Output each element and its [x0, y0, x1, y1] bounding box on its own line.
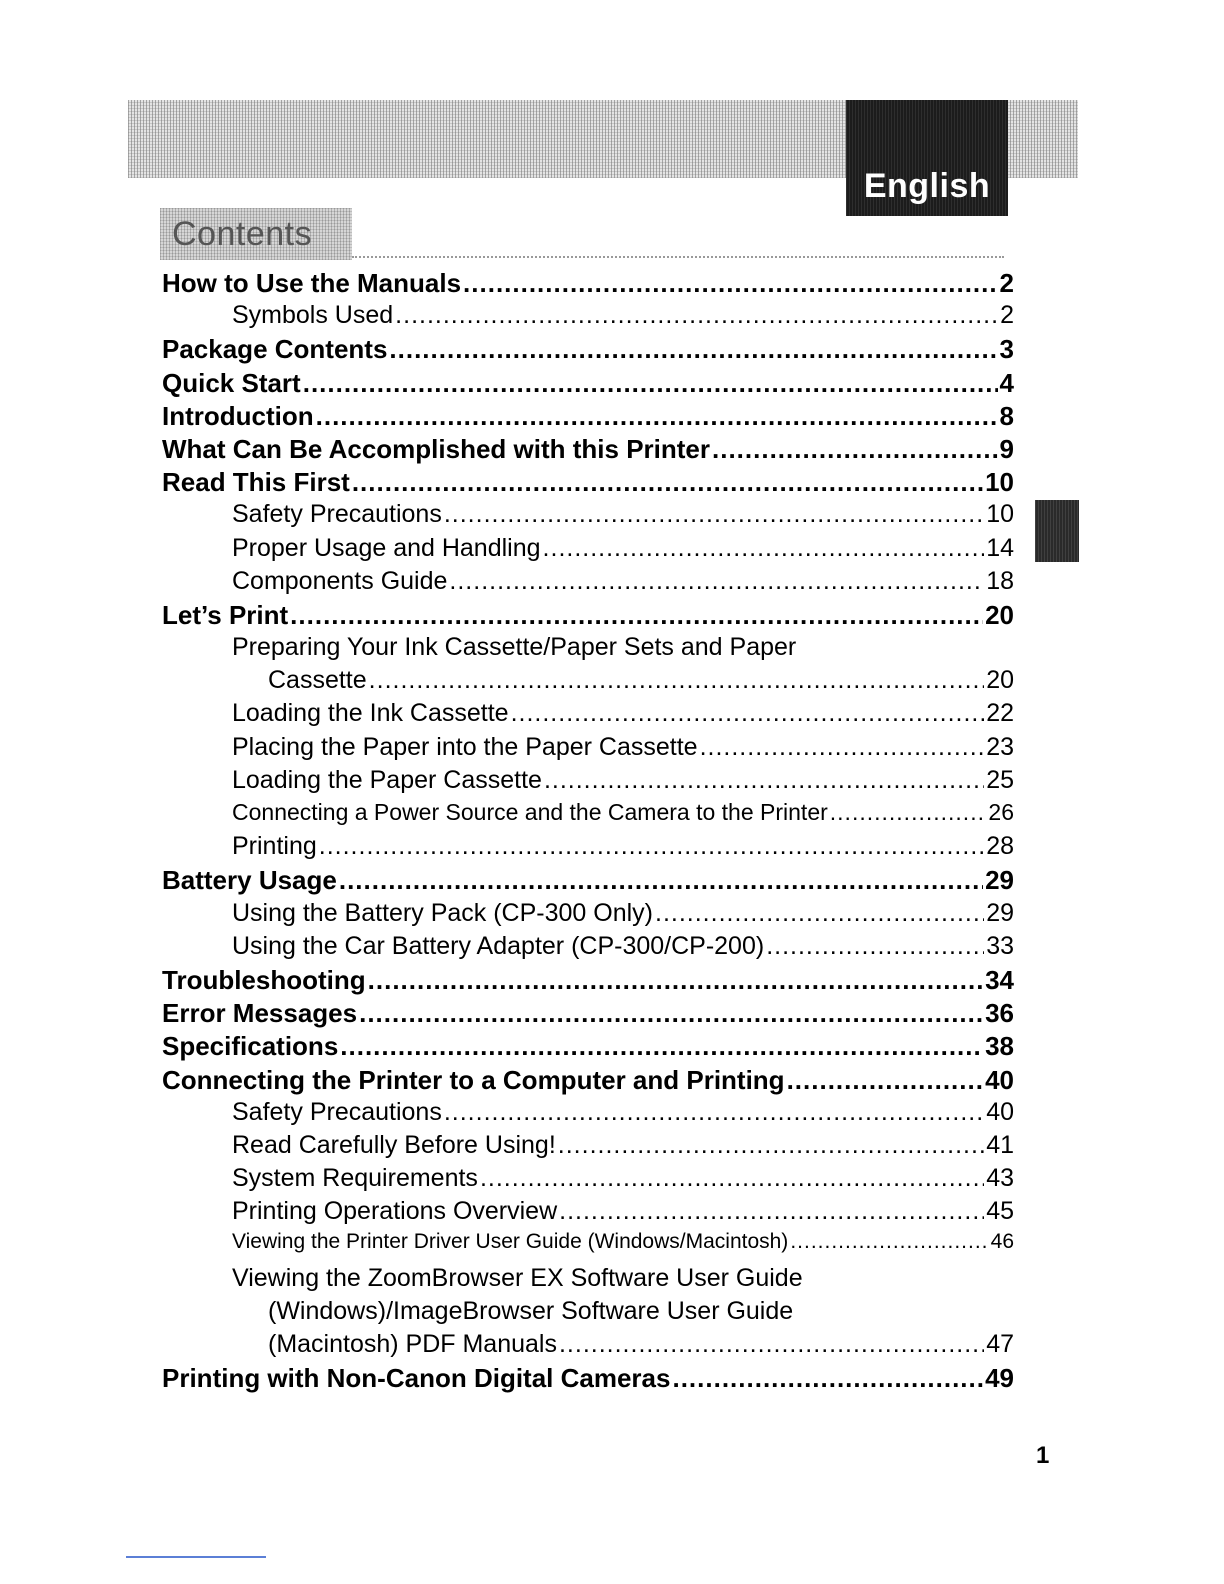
footer-rule	[126, 1556, 266, 1558]
toc-entry-page: 40	[986, 1097, 1014, 1126]
toc-entry-page: 47	[986, 1330, 1014, 1358]
toc-entry-title: Viewing the Printer Driver User Guide (Windows/Macintosh)	[232, 1230, 789, 1254]
toc-entry[interactable]	[162, 1065, 1014, 1098]
toc-entry[interactable]	[162, 865, 1014, 898]
toc-leader-dots	[444, 502, 984, 527]
toc-entry[interactable]	[162, 334, 1014, 367]
toc-entry-title: Symbols Used	[232, 301, 394, 330]
table-of-contents	[162, 268, 1014, 1396]
toc-leader-dots	[316, 403, 998, 429]
toc-entry-title: Components Guide	[232, 566, 448, 595]
toc-entry-title: Specifications	[162, 1031, 339, 1062]
toc-leader-dots	[544, 768, 984, 793]
toc-entry-title: Let’s Print	[162, 599, 289, 630]
toc-entry[interactable]	[162, 1131, 1014, 1164]
toc-entry-title: What Can Be Accomplished with this Printer	[162, 433, 710, 464]
toc-entry[interactable]	[162, 567, 1014, 600]
toc-leader-dots	[655, 901, 984, 926]
toc-entry-page: 23	[986, 732, 1014, 761]
toc-entry[interactable]	[162, 1197, 1014, 1230]
toc-entry-page: 14	[986, 533, 1014, 562]
toc-entry[interactable]	[162, 434, 1014, 467]
toc-leader-dots	[511, 701, 985, 726]
toc-leader-dots	[559, 1332, 984, 1357]
toc-leader-dots	[339, 867, 983, 893]
section-side-tab	[1035, 500, 1079, 562]
toc-entry-line[interactable]	[162, 633, 1014, 666]
toc-entry-title: (Macintosh) PDF Manuals	[268, 1330, 557, 1358]
toc-entry[interactable]	[162, 1031, 1014, 1064]
toc-leader-dots	[319, 834, 984, 859]
toc-entry-page: 41	[986, 1130, 1014, 1159]
toc-leader-dots	[830, 801, 987, 824]
toc-entry-page: 3	[999, 334, 1014, 365]
toc-leader-dots	[395, 303, 998, 328]
language-tab-label: English	[863, 167, 991, 205]
toc-entry-title: Preparing Your Ink Cassette/Paper Sets and Paper	[232, 633, 797, 662]
toc-entry-page: 22	[986, 699, 1014, 728]
toc-entry-title: Safety Precautions	[232, 1097, 442, 1126]
toc-entry-title: System Requirements	[232, 1164, 478, 1193]
toc-entry[interactable]	[162, 1330, 1014, 1363]
toc-entry-page: 43	[986, 1164, 1014, 1193]
toc-entry-page: 10	[986, 500, 1014, 529]
toc-entry-line[interactable]	[162, 1264, 1014, 1297]
toc-leader-dots	[290, 602, 983, 628]
toc-entry-page: 10	[985, 467, 1014, 498]
toc-entry-title: Read This First	[162, 467, 350, 498]
toc-entry-title: Placing the Paper into the Paper Cassette	[232, 732, 698, 761]
toc-entry-page: 18	[986, 566, 1014, 595]
toc-leader-dots	[766, 934, 984, 959]
toc-entry[interactable]	[162, 500, 1014, 533]
toc-leader-dots	[787, 1067, 984, 1093]
toc-leader-dots	[790, 1231, 988, 1252]
toc-entry[interactable]	[162, 965, 1014, 998]
toc-leader-dots	[444, 1100, 984, 1125]
toc-entry-page: 20	[986, 666, 1014, 695]
toc-entry-page: 33	[986, 931, 1014, 960]
language-tab	[846, 100, 1008, 216]
toc-entry-title: How to Use the Manuals	[162, 268, 462, 298]
toc-entry-title: Connecting a Power Source and the Camera to the Printer	[232, 799, 828, 825]
toc-entry-page: 8	[999, 400, 1014, 431]
toc-entry-page: 38	[985, 1031, 1014, 1062]
toc-entry[interactable]	[162, 1363, 1014, 1396]
toc-entry[interactable]	[162, 766, 1014, 799]
toc-entry-page: 2	[1000, 301, 1014, 330]
toc-entry-title: Troubleshooting	[162, 964, 366, 995]
toc-entry-page: 45	[986, 1197, 1014, 1226]
toc-entry-title: Package Contents	[162, 334, 388, 365]
toc-leader-dots	[449, 569, 984, 594]
toc-entry[interactable]	[162, 600, 1014, 633]
toc-leader-dots	[558, 1133, 984, 1158]
toc-leader-dots	[700, 735, 985, 760]
toc-leader-dots	[368, 967, 983, 993]
toc-leader-dots	[303, 370, 998, 396]
toc-entry-page: 9	[999, 433, 1014, 464]
toc-entry-page: 40	[985, 1064, 1014, 1095]
toc-entry[interactable]	[162, 401, 1014, 434]
toc-entry-title: Connecting the Printer to a Computer and Printing	[162, 1064, 785, 1095]
contents-heading-box	[160, 208, 352, 260]
toc-entry[interactable]	[162, 534, 1014, 567]
toc-entry-page: 34	[985, 964, 1014, 995]
toc-entry-title: Loading the Paper Cassette	[232, 765, 542, 794]
toc-leader-dots	[480, 1166, 984, 1191]
toc-entry-page: 28	[986, 832, 1014, 861]
toc-entry-title: Using the Battery Pack (CP-300 Only)	[232, 898, 653, 927]
toc-entry[interactable]	[162, 268, 1014, 301]
toc-entry[interactable]	[162, 932, 1014, 965]
toc-leader-dots	[463, 270, 997, 296]
toc-entry-page: 29	[985, 865, 1014, 896]
toc-entry-title: Battery Usage	[162, 865, 337, 896]
toc-entry-title: Error Messages	[162, 998, 358, 1029]
toc-entry[interactable]	[162, 368, 1014, 401]
toc-entry[interactable]	[162, 799, 1014, 832]
toc-entry-page: 20	[985, 599, 1014, 630]
toc-entry-title: Printing with Non-Canon Digital Cameras	[162, 1363, 671, 1394]
toc-entry-title: Quick Start	[162, 367, 301, 398]
toc-leader-dots	[359, 1000, 983, 1026]
toc-entry-page: 25	[986, 765, 1014, 794]
toc-leader-dots	[369, 668, 985, 693]
toc-entry-page: 2	[999, 268, 1014, 298]
toc-entry-title: Printing Operations Overview	[232, 1197, 558, 1226]
toc-entry[interactable]	[162, 899, 1014, 932]
toc-entry-line[interactable]	[162, 1297, 1014, 1330]
toc-entry[interactable]	[162, 733, 1014, 766]
toc-entry[interactable]	[162, 666, 1014, 699]
toc-entry-title: Cassette	[268, 666, 367, 695]
toc-entry[interactable]	[162, 467, 1014, 500]
toc-entry-title: Printing	[232, 832, 317, 861]
toc-leader-dots	[340, 1033, 983, 1059]
toc-entry[interactable]	[162, 301, 1014, 334]
toc-entry-title: Read Carefully Before Using!	[232, 1130, 556, 1159]
toc-entry-page: 46	[990, 1230, 1014, 1254]
toc-entry-page: 4	[999, 367, 1014, 398]
toc-leader-dots	[672, 1365, 983, 1391]
toc-leader-dots	[389, 336, 997, 362]
toc-entry-title: (Windows)/ImageBrowser Software User Guide	[268, 1296, 794, 1325]
toc-entry-page: 36	[985, 998, 1014, 1029]
toc-entry-page: 26	[988, 799, 1014, 825]
toc-entry-page: 29	[986, 898, 1014, 927]
toc-leader-dots	[712, 436, 998, 462]
title-divider	[352, 256, 1004, 258]
page-number: 1	[1036, 1442, 1050, 1469]
toc-leader-dots	[559, 1199, 984, 1224]
toc-entry[interactable]	[162, 1164, 1014, 1197]
toc-entry[interactable]	[162, 1098, 1014, 1131]
toc-entry-title: Safety Precautions	[232, 500, 442, 529]
toc-entry-title: Introduction	[162, 400, 314, 431]
toc-entry-title: Using the Car Battery Adapter (CP-300/CP-200)	[232, 931, 765, 960]
toc-entry[interactable]	[162, 998, 1014, 1031]
toc-entry-title: Loading the Ink Cassette	[232, 699, 509, 728]
toc-entry[interactable]	[162, 1230, 1014, 1263]
page-title: Contents	[172, 214, 313, 253]
toc-entry-title: Proper Usage and Handling	[232, 533, 541, 562]
toc-entry-page: 49	[985, 1363, 1014, 1394]
toc-leader-dots	[543, 536, 985, 561]
toc-entry-title: Viewing the ZoomBrowser EX Software User Guide	[232, 1263, 803, 1292]
toc-entry[interactable]	[162, 832, 1014, 865]
toc-entry[interactable]	[162, 699, 1014, 732]
toc-leader-dots	[352, 469, 983, 495]
